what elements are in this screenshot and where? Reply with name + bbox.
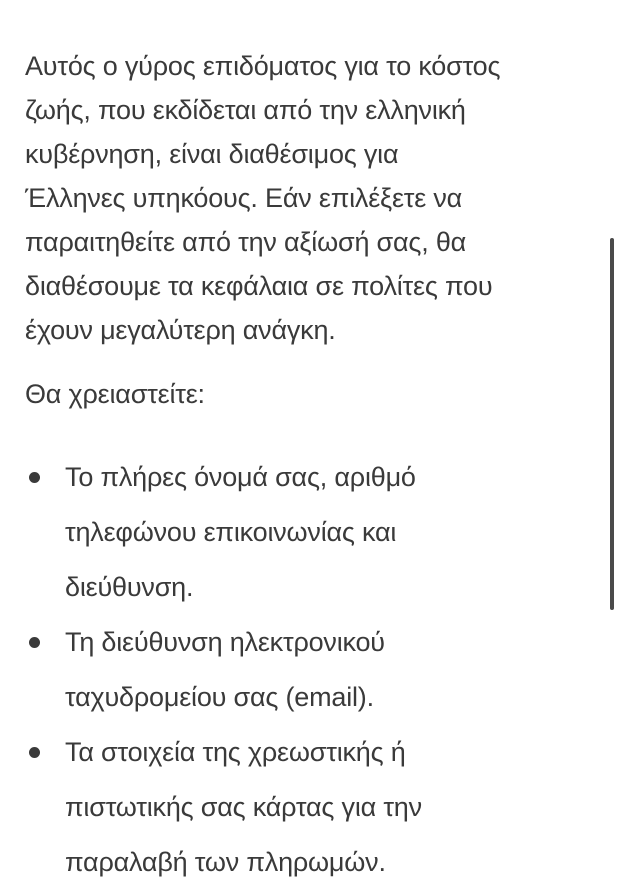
- intro-line: Αυτός ο γύρος επιδόματος για το κόστος: [25, 51, 501, 81]
- bullet-icon: [29, 747, 40, 758]
- list-item-line: Το πλήρες όνομά σας, αριθμό: [65, 462, 416, 492]
- list-item-line: Τη διεύθυνση ηλεκτρονικού: [65, 627, 385, 657]
- vertical-scrollbar[interactable]: [610, 238, 614, 610]
- intro-line: έχουν μεγαλύτερη ανάγκη.: [25, 315, 336, 345]
- intro-line: ζωής, που εκδίδεται από την ελληνική: [25, 95, 466, 125]
- intro-line: κυβέρνηση, είναι διαθέσιμος για: [25, 139, 399, 169]
- intro-line: Έλληνες υπηκόους. Εάν επιλέξετε να: [25, 183, 463, 213]
- intro-line: παραιτηθείτε από την αξίωσή σας, θα: [25, 227, 467, 257]
- list-item-line: Τα στοιχεία της χρεωστικής ή: [65, 737, 406, 767]
- content-area: [25, 44, 600, 890]
- bullet-icon: [29, 472, 40, 483]
- list-item: [25, 725, 600, 890]
- list-item-line: παραλαβή των πληρωμών.: [65, 847, 386, 877]
- list-item-line: πιστωτικής σας κάρτας για την: [65, 792, 422, 822]
- list-item: [25, 615, 600, 725]
- requirements-lead: Θα χρειαστείτε:: [25, 379, 205, 409]
- intro-line: διαθέσουμε τα κεφάλαια σε πολίτες που: [25, 271, 493, 301]
- list-item: [25, 450, 600, 615]
- list-item-line: τηλεφώνου επικοινωνίας και: [65, 517, 397, 547]
- intro-paragraph: [25, 44, 600, 352]
- requirements-list: [25, 450, 600, 890]
- list-item-line: διεύθυνση.: [65, 572, 194, 602]
- bullet-icon: [29, 637, 40, 648]
- list-item-line: ταχυδρομείου σας (email).: [65, 682, 374, 712]
